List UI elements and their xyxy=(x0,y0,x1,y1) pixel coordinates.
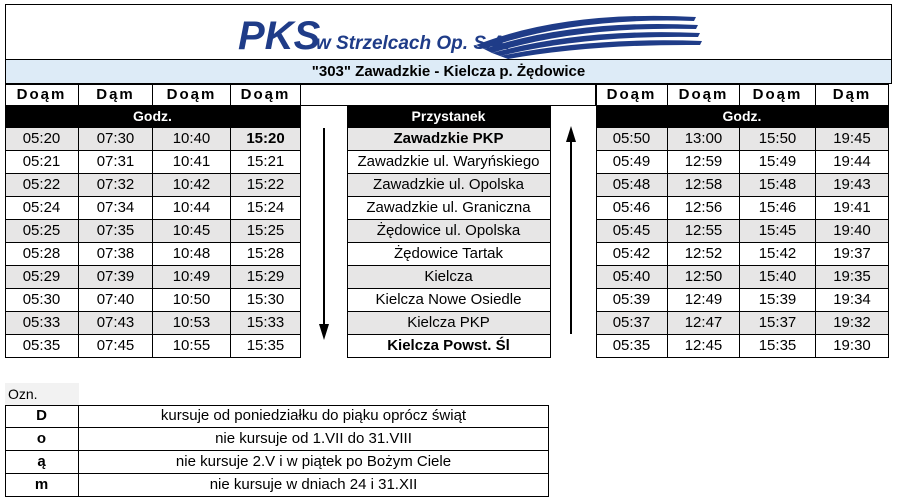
column-header: Doąm xyxy=(5,84,79,106)
column-header: Dąm xyxy=(816,84,889,106)
arrow-up-icon xyxy=(563,126,579,336)
time-cell: 05:22 xyxy=(5,174,79,197)
time-cell: 05:40 xyxy=(596,266,668,289)
time-cell: 05:20 xyxy=(5,128,79,151)
legend-code: ą xyxy=(5,451,79,474)
time-cell: 15:37 xyxy=(740,312,816,335)
column-header: Doąm xyxy=(740,84,816,106)
time-cell: 07:39 xyxy=(79,266,153,289)
time-cell: 05:33 xyxy=(5,312,79,335)
time-cell: 12:55 xyxy=(668,220,740,243)
time-cell: 10:40 xyxy=(153,128,231,151)
column-header: Doąm xyxy=(153,84,231,106)
legend-title: Ozn. xyxy=(5,383,79,405)
time-cell: 10:44 xyxy=(153,197,231,220)
legend-code: o xyxy=(5,428,79,451)
time-cell: 05:50 xyxy=(596,128,668,151)
time-cell: 15:25 xyxy=(231,220,301,243)
legend-text: nie kursuje w dniach 24 i 31.XII xyxy=(79,474,549,497)
time-cell: 12:50 xyxy=(668,266,740,289)
logo-sub-text: w Strzelcach Op. S.A. xyxy=(316,33,511,54)
time-cell: 12:49 xyxy=(668,289,740,312)
time-cell: 15:50 xyxy=(740,128,816,151)
stop-name: Zawadzkie ul. Graniczna xyxy=(347,197,551,220)
time-cell: 05:35 xyxy=(5,335,79,358)
time-cell: 10:45 xyxy=(153,220,231,243)
column-header: Doąm xyxy=(668,84,740,106)
pks-logo-icon xyxy=(6,5,893,61)
stop-name: Zawadzkie PKP xyxy=(347,128,551,151)
time-cell: 15:39 xyxy=(740,289,816,312)
section-label: Godz. xyxy=(5,106,301,128)
legend-text: nie kursuje od 1.VII do 31.VIII xyxy=(79,428,549,451)
time-cell: 07:35 xyxy=(79,220,153,243)
legend-code: D xyxy=(5,405,79,428)
time-cell: 07:30 xyxy=(79,128,153,151)
stops-header: Przystanek xyxy=(347,106,551,128)
time-cell: 10:50 xyxy=(153,289,231,312)
time-cell: 15:45 xyxy=(740,220,816,243)
time-cell: 15:42 xyxy=(740,243,816,266)
time-cell: 07:40 xyxy=(79,289,153,312)
time-cell: 15:21 xyxy=(231,151,301,174)
stop-name: Kielcza PKP xyxy=(347,312,551,335)
time-cell: 12:58 xyxy=(668,174,740,197)
time-cell: 05:49 xyxy=(596,151,668,174)
stop-name: Kielcza Powst. Śl xyxy=(347,335,551,358)
time-cell: 10:49 xyxy=(153,266,231,289)
time-cell: 19:44 xyxy=(816,151,889,174)
arrow-down-icon xyxy=(316,128,332,342)
time-cell: 15:49 xyxy=(740,151,816,174)
time-cell: 05:37 xyxy=(596,312,668,335)
stop-name: Żędowice Tartak xyxy=(347,243,551,266)
time-cell: 12:52 xyxy=(668,243,740,266)
time-cell: 07:32 xyxy=(79,174,153,197)
logo-banner xyxy=(5,4,892,60)
time-cell: 05:35 xyxy=(596,335,668,358)
time-cell: 05:21 xyxy=(5,151,79,174)
time-cell: 19:37 xyxy=(816,243,889,266)
time-cell: 10:41 xyxy=(153,151,231,174)
time-cell: 05:29 xyxy=(5,266,79,289)
stop-name: Kielcza xyxy=(347,266,551,289)
route-title: "303" Zawadzkie - Kielcza p. Żędowice xyxy=(5,60,892,84)
time-cell: 13:00 xyxy=(668,128,740,151)
time-cell: 05:42 xyxy=(596,243,668,266)
column-header: Dąm xyxy=(79,84,153,106)
logo-main-text: PKS xyxy=(238,14,321,58)
time-cell: 10:42 xyxy=(153,174,231,197)
time-cell: 10:53 xyxy=(153,312,231,335)
time-cell: 07:34 xyxy=(79,197,153,220)
time-cell: 12:47 xyxy=(668,312,740,335)
stop-name: Zawadzkie ul. Waryńskiego xyxy=(347,151,551,174)
legend-code: m xyxy=(5,474,79,497)
legend-text: nie kursuje 2.V i w piątek po Bożym Ciele xyxy=(79,451,549,474)
time-cell: 15:28 xyxy=(231,243,301,266)
stop-name: Kielcza Nowe Osiedle xyxy=(347,289,551,312)
time-cell: 12:59 xyxy=(668,151,740,174)
time-cell: 19:34 xyxy=(816,289,889,312)
time-cell: 19:40 xyxy=(816,220,889,243)
time-cell: 12:56 xyxy=(668,197,740,220)
time-cell: 19:32 xyxy=(816,312,889,335)
time-cell: 15:48 xyxy=(740,174,816,197)
column-header: Doąm xyxy=(596,84,668,106)
time-cell: 07:45 xyxy=(79,335,153,358)
time-cell: 15:29 xyxy=(231,266,301,289)
time-cell: 05:30 xyxy=(5,289,79,312)
time-cell: 19:41 xyxy=(816,197,889,220)
time-cell: 07:38 xyxy=(79,243,153,266)
time-cell: 05:25 xyxy=(5,220,79,243)
time-cell: 19:35 xyxy=(816,266,889,289)
time-cell: 07:31 xyxy=(79,151,153,174)
time-cell: 15:24 xyxy=(231,197,301,220)
time-cell: 05:48 xyxy=(596,174,668,197)
time-cell: 10:48 xyxy=(153,243,231,266)
column-header: Doąm xyxy=(231,84,301,106)
time-cell: 05:28 xyxy=(5,243,79,266)
time-cell: 19:30 xyxy=(816,335,889,358)
stop-name: Zawadzkie ul. Opolska xyxy=(347,174,551,197)
time-cell: 07:43 xyxy=(79,312,153,335)
time-cell: 05:24 xyxy=(5,197,79,220)
time-cell: 15:20 xyxy=(231,128,301,151)
time-cell: 15:46 xyxy=(740,197,816,220)
time-cell: 19:45 xyxy=(816,128,889,151)
header-spacer xyxy=(301,84,596,106)
stop-name: Żędowice ul. Opolska xyxy=(347,220,551,243)
time-cell: 15:35 xyxy=(740,335,816,358)
time-cell: 15:35 xyxy=(231,335,301,358)
time-cell: 12:45 xyxy=(668,335,740,358)
time-cell: 05:46 xyxy=(596,197,668,220)
time-cell: 15:22 xyxy=(231,174,301,197)
section-label: Godz. xyxy=(596,106,889,128)
time-cell: 05:39 xyxy=(596,289,668,312)
time-cell: 15:40 xyxy=(740,266,816,289)
time-cell: 19:43 xyxy=(816,174,889,197)
time-cell: 15:30 xyxy=(231,289,301,312)
time-cell: 10:55 xyxy=(153,335,231,358)
time-cell: 15:33 xyxy=(231,312,301,335)
legend-text: kursuje od poniedziałku do piąku oprócz świąt xyxy=(79,405,549,428)
time-cell: 05:45 xyxy=(596,220,668,243)
